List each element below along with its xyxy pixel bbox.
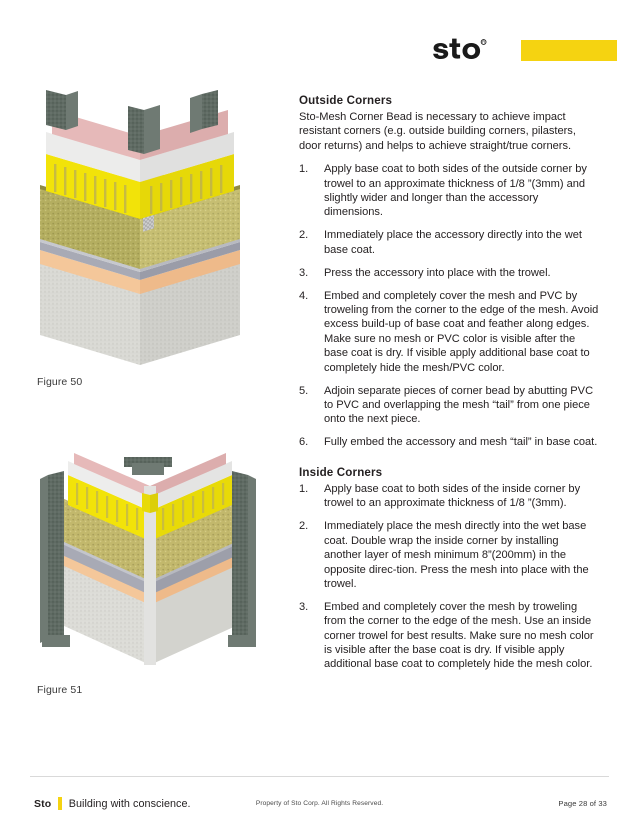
step-number: 2. — [299, 229, 309, 242]
figure-50-caption: Figure 50 — [37, 376, 83, 388]
inside-corner-seam — [142, 486, 158, 665]
list-item — [299, 600, 599, 672]
step-number: 4. — [299, 289, 309, 302]
page-footer — [0, 768, 639, 828]
step-number: 5. — [299, 384, 309, 397]
figure-51-illustration — [32, 453, 264, 675]
list-item — [299, 228, 599, 257]
inside-corner-left-wing — [62, 453, 150, 665]
step-text: Apply base coat to both sides of the outside corner by trowel to an approximate thickness of 1/8 ”(3mm) and slightly wider and longer than the accessory dimensions. — [324, 163, 587, 219]
step-number: 1. — [299, 163, 309, 176]
sto-wordmark-icon — [433, 36, 507, 64]
inside-corners-section — [299, 466, 599, 672]
figure-51-block — [32, 453, 264, 696]
outside-corners-title: Outside Corners — [299, 94, 393, 107]
brand-accent-bar — [521, 40, 617, 61]
footer-page-number: Page 28 of 33 — [558, 799, 607, 808]
footer-copyright: Property of Sto Corp. All Rights Reserved. — [255, 800, 384, 807]
list-item — [299, 162, 599, 220]
inside-corner-right-wing — [150, 453, 238, 665]
inside-corners-title: Inside Corners — [299, 466, 383, 479]
list-item — [299, 384, 599, 427]
step-number: 3. — [299, 600, 309, 613]
step-text: Immediately place the accessory directly into the wet base coat. — [324, 229, 582, 256]
step-number: 1. — [299, 483, 309, 495]
step-number: 3. — [299, 266, 309, 279]
sto-brand-logo — [433, 36, 617, 64]
step-number: 6. — [299, 436, 309, 449]
step-text: Embed and completely cover the mesh by troweling from the corner to the edge of the mesh. Use an inside corner trowel for best results. Make sure no mesh color is visible after the base coat is dry. If visible apply additional base coat to completely hide the mesh color. — [324, 600, 594, 671]
page-header — [0, 0, 639, 80]
page-content — [0, 80, 639, 768]
step-text: Fully embed the accessory and mesh “tail” in base coat. — [324, 436, 598, 449]
step-text: Press the accessory into place with the trowel. — [324, 266, 551, 279]
list-item — [299, 289, 599, 375]
step-text: Immediately place the mesh directly into the wet base coat. Double wrap the inside corner by installing another layer of mesh minimum 8”(200mm) in the opposite direc-tion. Press the mesh into place with the trowel. — [324, 520, 589, 590]
figure-51-caption: Figure 51 — [37, 684, 83, 696]
step-text: Embed and completely cover the mesh and PVC by troweling from the corner to the edge of the mesh. Avoid excess build-up of base coat and feather along edges. Make sure no mesh or PVC color is visible after the base coat is dry. If visible apply additional base coat to completely hide the mesh/PVC color. — [324, 289, 599, 374]
outside-corners-intro: Sto-Mesh Corner Bead is necessary to achieve impact resistant corners (e.g. outside building corners, pilasters, door returns) and helps to achieve straight/true corners. — [299, 111, 576, 152]
outside-corners-steps — [299, 162, 599, 449]
list-item — [299, 482, 599, 511]
figure-50-illustration — [32, 82, 264, 367]
outside-corners-section — [299, 94, 599, 450]
inside-corners-steps — [299, 482, 599, 672]
footer-tagline: Building with conscience. — [68, 797, 191, 810]
svg-text:R: R — [482, 39, 486, 45]
list-item — [299, 519, 599, 591]
step-number: 2. — [299, 520, 309, 533]
list-item — [299, 435, 599, 449]
footer-brand: Sto — [34, 797, 52, 810]
footer-divider — [30, 776, 609, 777]
list-item — [299, 266, 599, 280]
figure-50-block — [32, 82, 264, 388]
step-text: Adjoin separate pieces of corner bead by abutting PVC to PVC and overlapping the mesh “tail” from one piece onto the next piece. — [324, 384, 594, 426]
step-text: Apply base coat to both sides of the inside corner by trowel to an approximate thickness of 1/8 ”(3mm). — [324, 483, 581, 510]
